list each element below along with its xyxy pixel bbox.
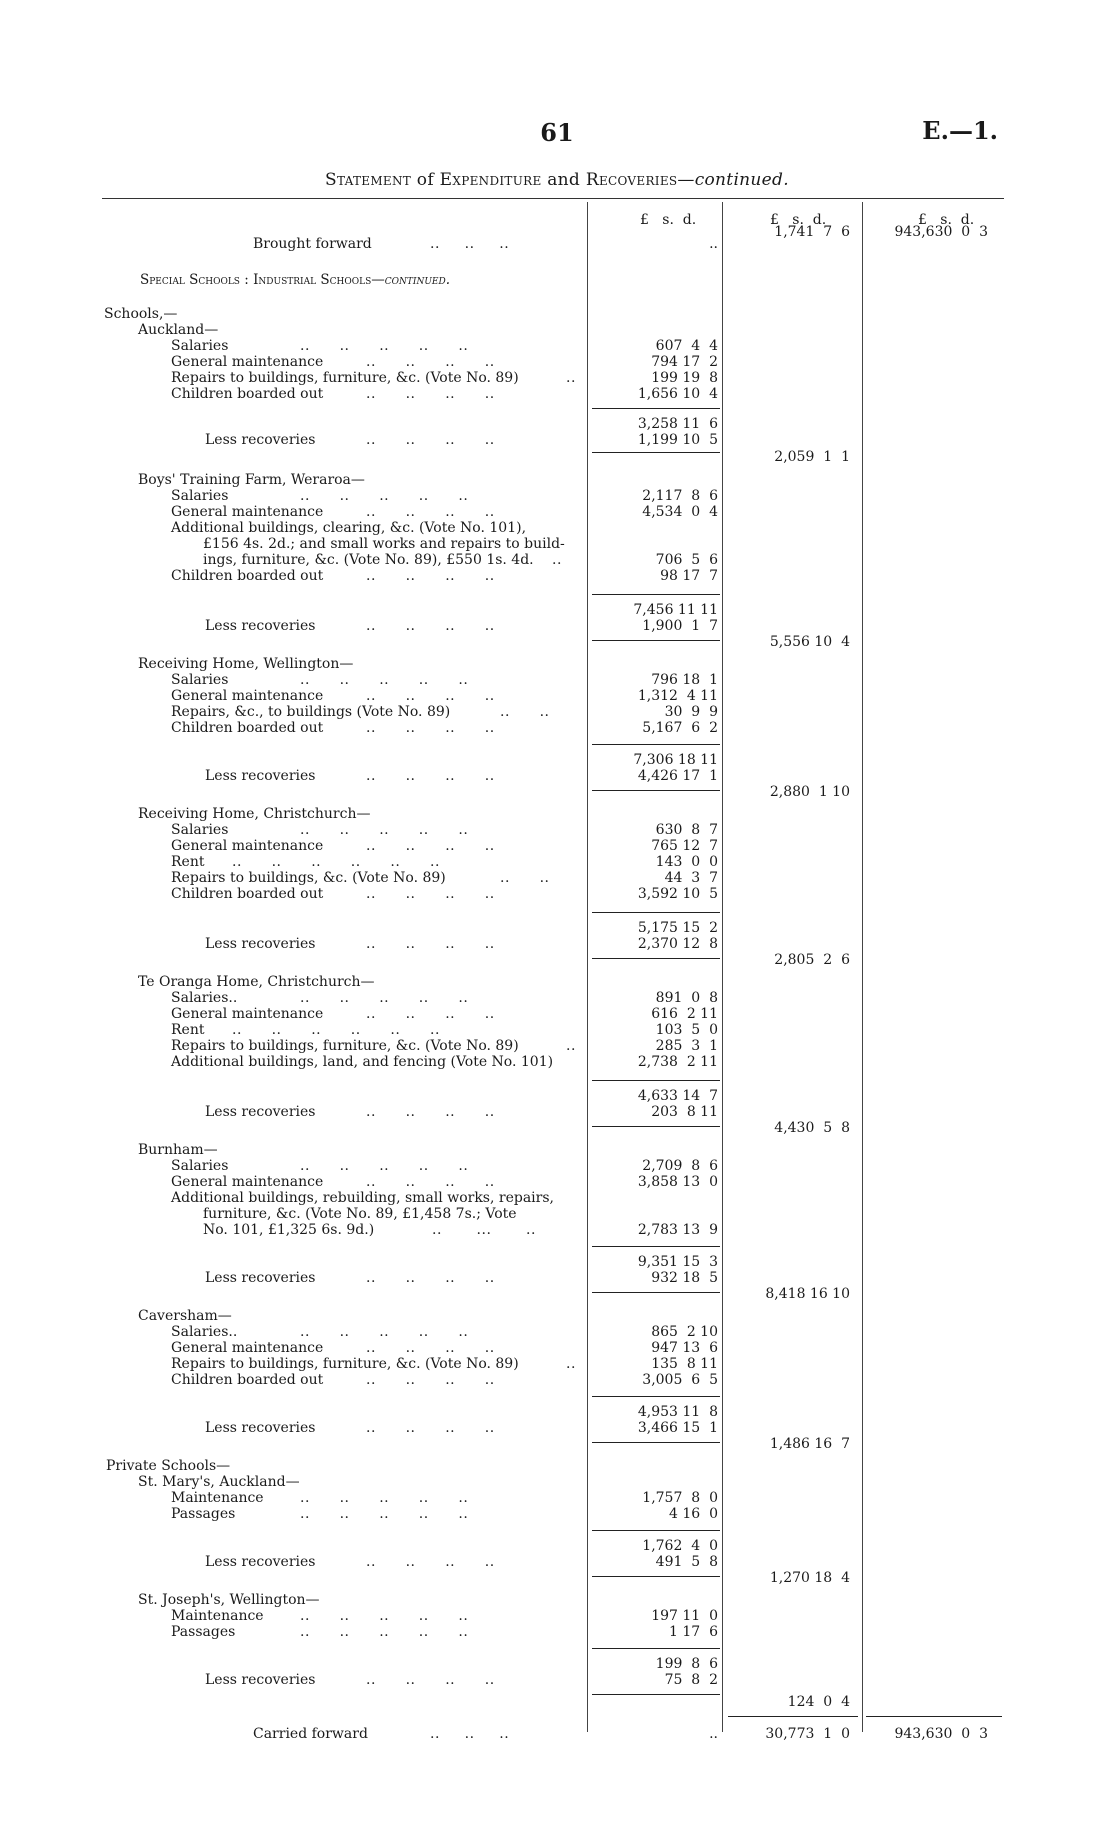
net-amount: 1,486 16 7 [769, 1436, 850, 1452]
net-amount: 4,430 5 8 [774, 1120, 850, 1136]
row-label: Less recoveries [205, 768, 316, 784]
table-row: Children boarded out .. .. .. .. 1,656 10 4 [171, 386, 718, 402]
brought-forward-label: Brought forward [253, 236, 372, 252]
burnham-title: Burnham— [138, 1142, 218, 1158]
table-row: Passages .. .. .. .. .. 4 16 0 [171, 1506, 718, 1522]
subtotal-row [0, 1538, 1114, 1555]
row-label: Salaries [171, 672, 229, 688]
row-label: Additional buildings, land, and fencing (Vote No. 101) [171, 1054, 554, 1070]
teoranga-title-row [0, 974, 1114, 991]
row-amount: 1,757 8 0 [642, 1490, 718, 1506]
row-total: 4,633 14 7 [637, 1088, 718, 1104]
less-recoveries-row: Less recoveries .. .. .. .. 75 8 2 [205, 1672, 718, 1688]
carried-forward-c3: 943,630 0 3 [894, 1726, 988, 1742]
table-row: Repairs to buildings, &c. (Vote No. 89) .. .. 44 3 7 [171, 870, 718, 886]
grand-total-rule [866, 1716, 1002, 1717]
row-total: 9,351 15 3 [637, 1254, 718, 1270]
row-total: 199 8 6 [655, 1656, 718, 1672]
subtotal-rule [592, 912, 720, 913]
row-amount: 4 16 0 [669, 1506, 718, 1522]
row-label: General maintenance [171, 838, 324, 854]
net-row [0, 1570, 1114, 1587]
row-amount: 891 0 8 [655, 990, 718, 1006]
row-label: General maintenance [171, 1006, 324, 1022]
row-label: Children boarded out [171, 886, 324, 902]
table-row [0, 1206, 1114, 1223]
carried-forward-label: Carried forward [253, 1726, 368, 1742]
row-amount: 932 18 5 [651, 1270, 718, 1286]
table-row: General maintenance .. .. .. .. 616 2 11 [171, 1006, 718, 1022]
section-heading-text: Special Schools : Industrial Schools— [140, 272, 385, 288]
subtotal-row [0, 1656, 1114, 1673]
row-amount: 630 8 7 [655, 822, 718, 838]
stmarys-title: St. Mary's, Auckland— [138, 1474, 300, 1490]
row-label: Salaries [171, 1158, 229, 1174]
subtotal-rule [592, 1396, 720, 1397]
row-total: 4,953 11 8 [637, 1404, 718, 1420]
table-row [0, 536, 1114, 553]
row-amount: 2,117 8 6 [642, 488, 718, 504]
wellington-title: Receiving Home, Wellington— [138, 656, 354, 672]
subtotal-rule [592, 408, 720, 409]
row-amount: 285 3 1 [655, 1038, 718, 1054]
weraroa-title: Boys' Training Farm, Weraroa— [138, 472, 365, 488]
row-label: Rent [171, 1022, 205, 1038]
auckland-title-row [0, 322, 1114, 339]
row-amount: 1,312 4 11 [637, 688, 718, 704]
row-amount: 947 13 6 [651, 1340, 718, 1356]
subtotal-row [0, 416, 1114, 433]
net-amount: 2,059 1 1 [774, 449, 850, 465]
row-label: Salaries [171, 338, 229, 354]
currency-header-col2: £ s. d. [770, 212, 827, 228]
subtotal-rule [592, 594, 720, 595]
row-total: 3,258 11 6 [637, 416, 718, 432]
row-label: Less recoveries [205, 936, 316, 952]
table-row: Rent .. .. .. .. .. .. 103 5 0 [171, 1022, 718, 1038]
private-schools-heading [0, 1458, 1114, 1475]
table-row [0, 520, 1114, 537]
row-label: General maintenance [171, 688, 324, 704]
row-amount: 3,592 10 5 [637, 886, 718, 902]
table-row: Children boarded out .. .. .. .. 98 17 7 [171, 568, 718, 584]
net-amount: 8,418 16 10 [765, 1286, 850, 1302]
table-row: Salaries .. .. .. .. .. 796 18 1 [171, 672, 718, 688]
title-word-statement: Statement [325, 170, 412, 190]
row-label: Salaries [171, 488, 229, 504]
private-schools-label: Private Schools— [106, 1458, 231, 1474]
subtotal-row [0, 752, 1114, 769]
currency-header-col1: £ s. d. [640, 212, 697, 228]
section-heading-continued: continued. [384, 272, 451, 288]
row-label: Maintenance [171, 1608, 264, 1624]
row-total: 7,306 18 11 [633, 752, 718, 768]
row-amount: 765 12 7 [651, 838, 718, 854]
table-row: Children boarded out .. .. .. .. 5,167 6 2 [171, 720, 718, 736]
row-amount: 491 5 8 [655, 1554, 718, 1570]
table-row: No. 101, £1,325 6s. 9d.) .. ... .. 2,783 13 9 [203, 1222, 718, 1238]
table-row [0, 1190, 1114, 1207]
row-label: Rent [171, 854, 205, 870]
subtotal-row [0, 602, 1114, 619]
caversham-title: Caversham— [138, 1308, 232, 1324]
row-label: Salaries [171, 822, 229, 838]
currency-header-col3: £ s. d. [918, 212, 975, 228]
row-amount: 1,199 10 5 [637, 432, 718, 448]
title-word-and: and [547, 170, 581, 190]
subtotal-rule [592, 1246, 720, 1247]
row-amount: 796 18 1 [651, 672, 718, 688]
row-amount: 143 0 0 [655, 854, 718, 870]
net-row [0, 1120, 1114, 1137]
teoranga-title: Te Oranga Home, Christchurch— [138, 974, 375, 990]
table-row: General maintenance .. .. .. .. 947 13 6 [171, 1340, 718, 1356]
row-amount: 199 19 8 [651, 370, 718, 386]
row-label: Less recoveries [205, 1554, 316, 1570]
row-label: Salaries.. [171, 1324, 238, 1340]
row-amount: 865 2 10 [651, 1324, 718, 1340]
net-row [0, 784, 1114, 801]
row-amount: 4,426 17 1 [637, 768, 718, 784]
brought-forward-row: Brought forward .. .. .. .. 1,741 7 6 943,630 0 3 [253, 224, 988, 252]
row-total: 7,456 11 11 [633, 602, 718, 618]
less-recoveries-row: Less recoveries .. .. .. .. 4,426 17 1 [205, 768, 718, 784]
less-recoveries-row: Less recoveries .. .. .. .. 491 5 8 [205, 1554, 718, 1570]
net-amount: 124 0 4 [787, 1694, 850, 1710]
row-label: Less recoveries [205, 618, 316, 634]
row-amount: 44 3 7 [664, 870, 718, 886]
table-row: Repairs to buildings, furniture, &c. (Vote No. 89) .. 135 8 11 [171, 1356, 718, 1372]
row-label: General maintenance [171, 354, 324, 370]
table-row: Salaries .. .. .. .. .. 2,709 8 6 [171, 1158, 718, 1174]
subtotal-row [0, 1404, 1114, 1421]
less-recoveries-row: Less recoveries .. .. .. .. 1,900 1 7 [205, 618, 718, 634]
row-amount: 616 2 11 [651, 1006, 718, 1022]
row-label: Less recoveries [205, 1104, 316, 1120]
row-label: General maintenance [171, 504, 324, 520]
table-row: General maintenance .. .. .. .. 3,858 13 0 [171, 1174, 718, 1190]
row-label: Passages [171, 1624, 236, 1640]
less-recoveries-row: Less recoveries .. .. .. .. 932 18 5 [205, 1270, 718, 1286]
christchurch-title: Receiving Home, Christchurch— [138, 806, 371, 822]
table-row: Children boarded out .. .. .. .. 3,592 10 5 [171, 886, 718, 902]
row-label: Less recoveries [205, 1270, 316, 1286]
row-amount: 2,709 8 6 [642, 1158, 718, 1174]
subtotal-rule [592, 744, 720, 745]
table-row: Salaries .. .. .. .. .. 630 8 7 [171, 822, 718, 838]
subtotal-row [0, 1088, 1114, 1105]
schools-heading [0, 306, 1114, 323]
row-amount: 2,370 12 8 [637, 936, 718, 952]
row-total: 5,175 15 2 [637, 920, 718, 936]
row-amount: 607 4 4 [655, 338, 718, 354]
less-recoveries-row: Less recoveries .. .. .. .. 203 8 11 [205, 1104, 718, 1120]
carried-forward-row: Carried forward .. .. .. .. 30,773 1 0 943,630 0 3 [253, 1726, 988, 1742]
row-label: Children boarded out [171, 386, 324, 402]
row-label: Passages [171, 1506, 236, 1522]
less-recoveries-row: Less recoveries .. .. .. .. 3,466 15 1 [205, 1420, 718, 1436]
carried-forward-c1: .. [709, 1726, 718, 1742]
table-row: Salaries .. .. .. .. .. 607 4 4 [171, 338, 718, 354]
table-row: Maintenance .. .. .. .. .. 197 11 0 [171, 1608, 718, 1624]
row-amount: 1,900 1 7 [642, 618, 718, 634]
page-number: 61 [540, 118, 574, 147]
net-row [0, 1436, 1114, 1453]
row-label: Children boarded out [171, 568, 324, 584]
table-row: Repairs, &c., to buildings (Vote No. 89) .. .. 30 9 9 [171, 704, 718, 720]
table-row: Salaries .. .. .. .. .. 2,117 8 6 [171, 488, 718, 504]
subtotal-rule [592, 1080, 720, 1081]
statement-title [0, 170, 1114, 190]
row-label: General maintenance [171, 1340, 324, 1356]
row-label: Children boarded out [171, 720, 324, 736]
net-row [0, 634, 1114, 651]
subtotal-row [0, 1254, 1114, 1271]
row-label: Repairs to buildings, furniture, &c. (Vote No. 89) [171, 370, 519, 386]
row-label: Repairs, &c., to buildings (Vote No. 89) [171, 704, 451, 720]
table-row: General maintenance .. .. .. .. 794 17 2 [171, 354, 718, 370]
brought-forward-c1: .. [709, 236, 718, 252]
net-row [0, 1286, 1114, 1303]
table-row: Salaries.. .. .. .. .. .. 891 0 8 [171, 990, 718, 1006]
table-row: Children boarded out .. .. .. .. 3,005 6 5 [171, 1372, 718, 1388]
row-label: Children boarded out [171, 1372, 324, 1388]
table-row: General maintenance .. .. .. .. 765 12 7 [171, 838, 718, 854]
row-amount: 197 11 0 [651, 1608, 718, 1624]
net-amount: 2,880 1 10 [769, 784, 850, 800]
table-row: General maintenance .. .. .. .. 4,534 0 4 [171, 504, 718, 520]
row-amount: 794 17 2 [651, 354, 718, 370]
wellington-title-row [0, 656, 1114, 673]
net-row [0, 449, 1114, 466]
row-total: 1,762 4 0 [642, 1538, 718, 1554]
less-recoveries-row: Less recoveries .. .. .. .. 1,199 10 5 [205, 432, 718, 448]
schools-label: Schools,— [104, 306, 178, 322]
title-word-expenditure: Expenditure [439, 170, 542, 190]
row-amount: 135 8 11 [651, 1356, 718, 1372]
table-row [0, 1054, 1114, 1071]
stjosephs-title: St. Joseph's, Wellington— [138, 1592, 320, 1608]
row-label: No. 101, £1,325 6s. 9d.) [203, 1222, 375, 1238]
row-label: Maintenance [171, 1490, 264, 1506]
row-amount: 3,466 15 1 [637, 1420, 718, 1436]
row-amount: 3,005 6 5 [642, 1372, 718, 1388]
net-amount: 5,556 10 4 [769, 634, 850, 650]
row-label: Less recoveries [205, 432, 316, 448]
table-row: Passages .. .. .. .. .. 1 17 6 [171, 1624, 718, 1640]
section-heading [0, 272, 1114, 289]
row-label: Repairs to buildings, &c. (Vote No. 89) [171, 870, 446, 886]
table-row: Repairs to buildings, furniture, &c. (Vote No. 89) .. 199 19 8 [171, 370, 718, 386]
row-label: £156 4s. 2d.; and small works and repairs to build- [203, 536, 565, 552]
stjosephs-title-row [0, 1592, 1114, 1609]
subtotal-rule [592, 1648, 720, 1649]
row-label: furniture, &c. (Vote No. 89, £1,458 7s.; Vote [203, 1206, 517, 1222]
auckland-title: Auckland— [138, 322, 219, 338]
row-amount: 1,656 10 4 [637, 386, 718, 402]
row-amount: 2,783 13 9 [637, 1222, 718, 1238]
row-label: Additional buildings, rebuilding, small works, repairs, [171, 1190, 554, 1206]
row-amount: 103 5 0 [655, 1022, 718, 1038]
weraroa-title-row [0, 472, 1114, 489]
net-row [0, 952, 1114, 969]
row-label: Less recoveries [205, 1672, 316, 1688]
subtotal-row [0, 920, 1114, 937]
row-amount: 3,858 13 0 [637, 1174, 718, 1190]
row-amount: 75 8 2 [664, 1672, 718, 1688]
title-word-of: of [416, 170, 434, 190]
christchurch-title-row [0, 806, 1114, 823]
table-row: Rent .. .. .. .. .. .. 143 0 0 [171, 854, 718, 870]
row-amount: 203 8 11 [651, 1104, 718, 1120]
net-row [0, 1694, 1114, 1711]
row-amount: 98 17 7 [660, 568, 718, 584]
row-label: Salaries.. [171, 990, 238, 1006]
burnham-title-row [0, 1142, 1114, 1159]
less-recoveries-row: Less recoveries .. .. .. .. 2,370 12 8 [205, 936, 718, 952]
row-amount: 5,167 6 2 [642, 720, 718, 736]
table-row: General maintenance .. .. .. .. 1,312 4 11 [171, 688, 718, 704]
row-label: Additional buildings, clearing, &c. (Vote No. 101), [171, 520, 527, 536]
title-continued: —continued. [677, 170, 789, 190]
row-label: Repairs to buildings, furniture, &c. (Vote No. 89) [171, 1038, 519, 1054]
table-row: Repairs to buildings, furniture, &c. (Vote No. 89) .. 285 3 1 [171, 1038, 718, 1054]
net-amount: 1,270 18 4 [769, 1570, 850, 1586]
subtotal-rule [592, 1530, 720, 1531]
title-word-recoveries: Recoveries [585, 170, 678, 190]
table-row: Salaries.. .. .. .. .. .. 865 2 10 [171, 1324, 718, 1340]
page-code: E.—1. [922, 116, 998, 145]
row-label: General maintenance [171, 1174, 324, 1190]
row-label: Repairs to buildings, furniture, &c. (Vote No. 89) [171, 1356, 519, 1372]
row-label: ings, furniture, &c. (Vote No. 89), £550 1s. 4d. [203, 552, 534, 568]
row-amount: 2,738 2 11 [637, 1054, 718, 1070]
row-amount: 4,534 0 4 [642, 504, 718, 520]
brought-forward-c2: 1,741 7 6 [774, 224, 850, 240]
row-label: Less recoveries [205, 1420, 316, 1436]
row-amount: 30 9 9 [664, 704, 718, 720]
row-amount: 706 5 6 [655, 552, 718, 568]
carried-forward-c2: 30,773 1 0 [765, 1726, 850, 1742]
caversham-title-row [0, 1308, 1114, 1325]
table-row: ings, furniture, &c. (Vote No. 89), £550 1s. 4d. .. 706 5 6 [203, 552, 718, 568]
table-row: Maintenance .. .. .. .. .. 1,757 8 0 [171, 1490, 718, 1506]
table-top-rule [102, 198, 1004, 199]
carried-rule-col2 [728, 1716, 858, 1717]
net-amount: 2,805 2 6 [774, 952, 850, 968]
stmarys-title-row [0, 1474, 1114, 1491]
brought-forward-c3: 943,630 0 3 [894, 224, 988, 240]
row-amount: 1 17 6 [669, 1624, 718, 1640]
